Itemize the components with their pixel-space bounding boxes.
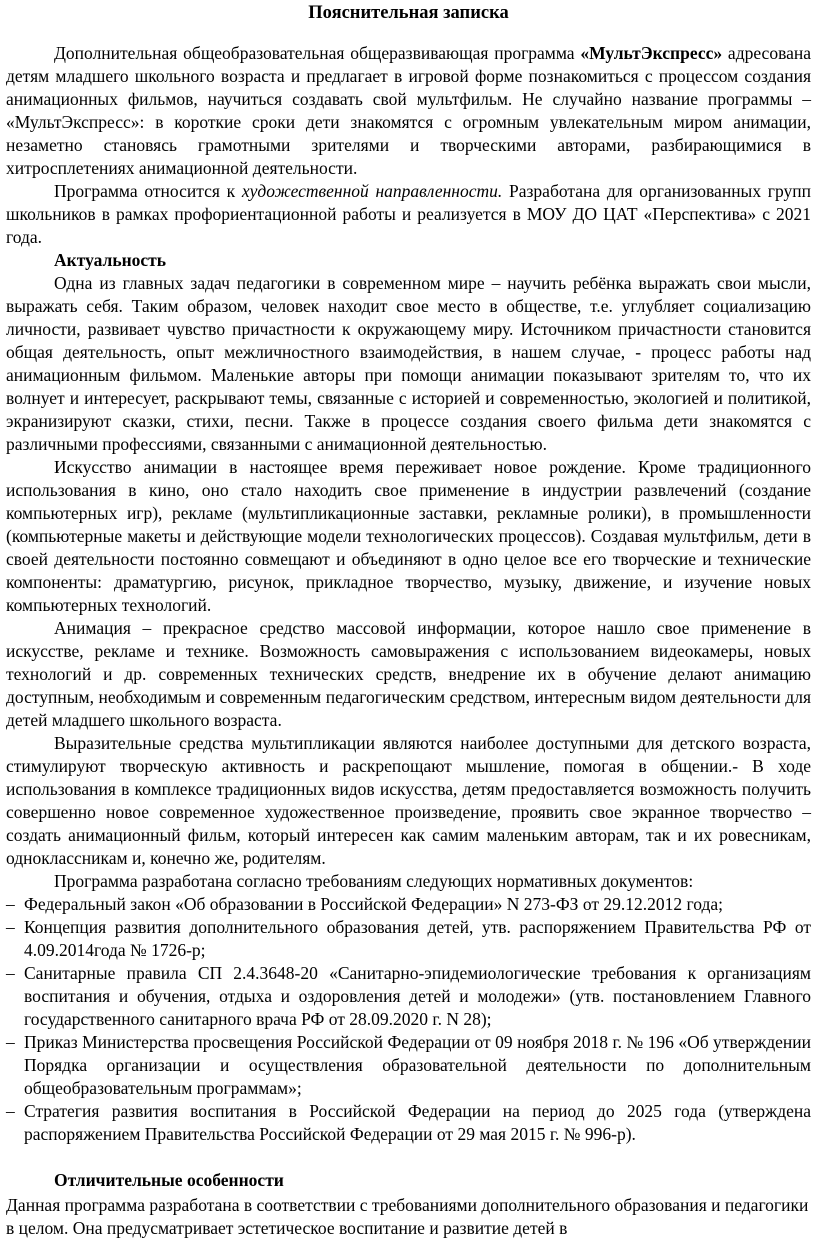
features-heading: Отличительные особенности <box>54 1170 284 1190</box>
documents-intro: Программа разработана согласно требованиям следующих нормативных документов: <box>54 871 694 891</box>
list-item <box>6 916 811 962</box>
direction-text-end: Разработана для организованных групп школьников в рамках профориентационной работы и реализуется в МОУ ДО ЦАТ «Перспектива» с 2021 года. <box>6 181 811 247</box>
list-item-text: Санитарные правила СП 2.4.3648-20 «Санитарно-эпидемиологические требования к организациям воспитания и обучения, отдыха и оздоровления детей и молодежи» (утв. постановлением Главного государственного санитарного врача РФ от 28.09.2020 г. N 28); <box>24 963 811 1029</box>
intro-text-end: адресована детям младшего школьного возраста и предлагает в игровой форме познакомиться с процессом создания анимационных фильмов, научиться создавать свой мультфильм. Не случайно название программы – «МультЭкспресс»: в короткие сроки дети знакомятся с огромным увлекательным миром анимации, незаметно становясь грамотными зрителями и творческими авторами, разбирающимися в хитросплетениях анимационной деятельности. <box>6 43 812 178</box>
actuality-heading: Актуальность <box>54 250 167 270</box>
actuality-paragraph: Выразительные средства мультипликации являются наиболее доступными для детского возраста, стимулируют творческую активность и раскрепощают мышление, помогая в общении.- В ходе использования в комплексе традиционных видов искусства, детям предоставляется возможность получить совершенно новое современное художественное произведение, проявить свое экранное творчество – создать анимационный фильм, который интересен как самим маленьким авторам, так и их ровесникам, одноклассникам и, конечно же, родителям. <box>6 733 811 868</box>
list-item <box>6 893 811 916</box>
list-dash-marker: – <box>6 917 15 937</box>
actuality-paragraph: Одна из главных задач педагогики в современном мире – научить ребёнка выражать свои мысли, выражать себя. Таким образом, человек находит свое место в обществе, т.е. углубляет социализацию личности, развивает чувство причастности к окружающему миру. Источником причастности становится общая деятельность, опыт межличностного взаимодействия, в нашем случае, - процесс работы над анимационным фильмом. Маленькие авторы при помощи анимации показывают зрителям то, что их волнует и интересует, раскрывают темы, связанные с историей и современностью, экологией и политикой, экранизируют сказки, стихи, песни. Также в процессе создания своего фильма дети знакомятся с различными профессиями, связанными с анимационной деятельностью. <box>6 273 811 454</box>
list-dash-marker: – <box>6 894 15 914</box>
features-paragraph: Данная программа разработана в соответствии с требованиями дополнительного образования и педагогики в целом. Она предусматривает эстетическое воспитание и развитие детей в <box>6 1195 809 1238</box>
direction-name: художественной направленности. <box>241 181 503 201</box>
list-item-text: Концепция развития дополнительного образования детей, утв. распоряжением Правительства РФ от 4.09.2014года № 1726-р; <box>24 917 811 960</box>
list-item-text: Приказ Министерства просвещения Российской Федерации от 09 ноября 2018 г. № 196 «Об утверждении Порядка организации и осуществления образовательной деятельности по дополнительным общеобразовательным программам»; <box>24 1032 811 1098</box>
list-dash-marker: – <box>6 1032 15 1052</box>
list-item <box>6 1031 811 1100</box>
actuality-paragraph: Искусство анимации в настоящее время переживает новое рождение. Кроме традиционного использования в кино, оно стало находить свое применение в индустрии развлечений (создание компьютерных игр), рекламе (мультипликационные заставки, рекламные ролики), в промышленности (компьютерные макеты и действующие модели технологических процессов). Создавая мультфильм, дети в своей деятельности постоянно совмещают и объединяют в одно целое все его творческие и технические компоненты: драматургию, рисунок, прикладное творчество, музыку, движение, и изучение новых компьютерных технологий. <box>6 457 811 615</box>
normative-documents-list <box>6 893 811 1146</box>
document-title: Пояснительная записка <box>308 3 509 23</box>
direction-text-start: Программа относится к <box>54 181 242 201</box>
actuality-paragraph: Анимация – прекрасное средство массовой информации, которое нашло свое применение в искусстве, рекламе и технике. Возможность самовыражения с использованием видеокамеры, новых технологий и др. современных технических средств, внедрение их в обучение делают анимацию доступным, необходимым и современным педагогическим средством, интересным видом деятельности для детей младшего школьного возраста. <box>6 618 811 730</box>
intro-paragraph-2 <box>6 180 811 249</box>
intro-text-start: Дополнительная общеобразовательная общеразвивающая программа <box>54 43 581 63</box>
list-dash-marker: – <box>6 963 15 983</box>
list-item <box>6 1100 811 1146</box>
list-dash-marker: – <box>6 1101 15 1121</box>
intro-paragraph-1 <box>6 42 811 180</box>
program-name: «МультЭкспресс» <box>580 43 723 63</box>
list-item-text: Стратегия развития воспитания в Российской Федерации на период до 2025 года (утверждена распоряжением Правительства Российской Федерации от 29 мая 2015 г. № 996-р). <box>24 1101 811 1144</box>
list-item <box>6 962 811 1031</box>
list-item-text: Федеральный закон «Об образовании в Российской Федерации» N 273-ФЗ от 29.12.2012 года; <box>24 894 724 914</box>
